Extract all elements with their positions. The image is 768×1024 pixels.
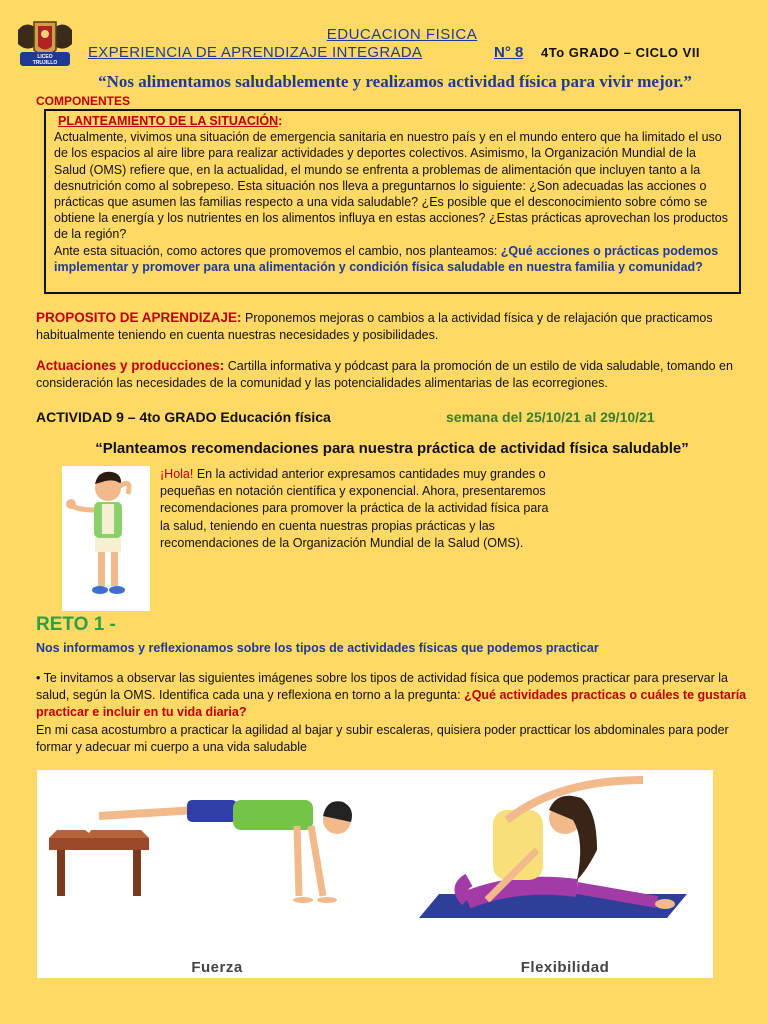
- exercise-illustrations: [37, 770, 713, 978]
- planteamiento-box: [44, 109, 741, 294]
- boy-illustration: [62, 466, 150, 611]
- proposito-label: PROPOSITO DE APRENDIZAJE:: [36, 310, 242, 325]
- actuaciones-text: Cartilla informativa y pódcast para la promoción de un estilo de vida saludable, tomando en consideración las necesidades de la comunidad y las potencialidades alimentarias de las ecorregiones.: [36, 359, 733, 390]
- planteamiento-title: PLANTEAMIENTO DE LA SITUACIÓN: [58, 114, 279, 128]
- planteamiento-question-para: [54, 243, 731, 275]
- doc-title: EDUCACION FISICA: [326, 26, 478, 43]
- intro-paragraph: [160, 466, 550, 552]
- planteamiento-question: ¿Qué acciones o prácticas podemos implementar y promover para una alimentación y condición física saludable en nuestra familia y comunidad?: [54, 243, 719, 274]
- reto-instructions: [36, 670, 748, 756]
- caption-fuerza: Fuerza: [191, 959, 243, 976]
- reto-answer: En mi casa acostumbro a practicar la agilidad al bajar y subir escaleras, quisiera poder practticar los abdominales para poder formar y adecuar mi cuerpo a una vida saludable: [36, 722, 729, 754]
- logo-text-bottom: TRUJILLO: [32, 60, 58, 66]
- logo-text-top: LICEO: [37, 54, 53, 60]
- actuaciones-label: Actuaciones y producciones:: [36, 358, 225, 373]
- actuaciones-section: [36, 357, 748, 392]
- slogan: “Nos alimentamos saludablemente y realizamos actividad física para vivir mejor.”: [98, 72, 692, 91]
- reto-question: ¿Qué actividades practicas o cuáles te gustaría practicar e incluir en tu vida diaria?: [36, 688, 747, 720]
- planteamiento-intro: Ante esta situación, como actores que promovemos el cambio, nos planteamos:: [54, 243, 498, 258]
- hola-greeting: ¡Hola!: [160, 467, 194, 481]
- reto-bullet-text: • Te invitamos a observar las siguientes imágenes sobre los tipos de actividad física que podemos practicar para preservar la salud, según la OMS. Identifica cada una y reflexiona en torno a la pregunta:: [36, 671, 728, 703]
- doc-subtitle: EXPERIENCIA DE APRENDIZAJE INTEGRADA: [88, 44, 423, 61]
- strength-pushup-icon: [49, 800, 352, 903]
- week-dates: semana del 25/10/21 al 29/10/21: [446, 409, 655, 425]
- reto-subtitle: Nos informamos y reflexionamos sobre los tipos de actividades físicas que podemos practicar: [36, 641, 599, 655]
- intro-text: En la actividad anterior expresamos cantidades muy grandes o pequeñas en notación científica y exponencial. Ahora, presentaremos recomendaciones para promover la práctica de la actividad física para la salud, teniendo en cuenta nuestras propias prácticas y las recomendaciones de la Organización Mundial de la Salud (OMS).: [160, 467, 549, 550]
- grade-cycle: 4To GRADO – CICLO VII: [541, 45, 701, 60]
- componentes-label: COMPONENTES: [36, 94, 131, 108]
- flexibility-stretch-icon: [419, 780, 687, 918]
- school-crest-logo: [14, 16, 76, 70]
- proposito-text: Proponemos mejoras o cambios a la actividad física y de relajación que practicamos habitualmente teniendo en cuenta nuestras necesidades y posibilidades.: [36, 311, 713, 342]
- planteamiento-body: Actualmente, vivimos una situación de emergencia sanitaria en nuestro país y en el mundo entero que ha limitado el uso de los espacios al aire libre para realizar actividades y deportes colectivos. Asimismo, la Organización Mundial de la Salud (OMS) refiere que, en la actualidad, el mundo se enfrenta a problemas de alimentación que incluyen tanto a la desnutrición como al sobrepeso. Esta situación nos lleva a preguntarnos lo siguiente: ¿Son adecuadas las acciones o prácticas que asumen las familias respecto a una vida saludable? ¿Es posible que el desconocimiento sobre cómo se obtiene la energía y los nutrientes en los alimentos influya en estas acciones? ¿Estas prácticas aprovechan los productos de la región?: [54, 130, 728, 242]
- exercise-images-panel: [37, 770, 713, 978]
- caption-flexibilidad: Flexibilidad: [520, 959, 610, 976]
- activity-title: ACTIVIDAD 9 – 4to GRADO Educación física: [36, 409, 331, 425]
- experience-number: N° 8: [494, 44, 524, 61]
- boy-waving-icon: [62, 466, 150, 611]
- activity-quote: “Planteamos recomendaciones para nuestra práctica de actividad física saludable”: [95, 440, 689, 457]
- reto-title: RETO 1 -: [36, 614, 116, 635]
- proposito-section: [36, 309, 748, 344]
- planteamiento-colon: :: [278, 114, 283, 128]
